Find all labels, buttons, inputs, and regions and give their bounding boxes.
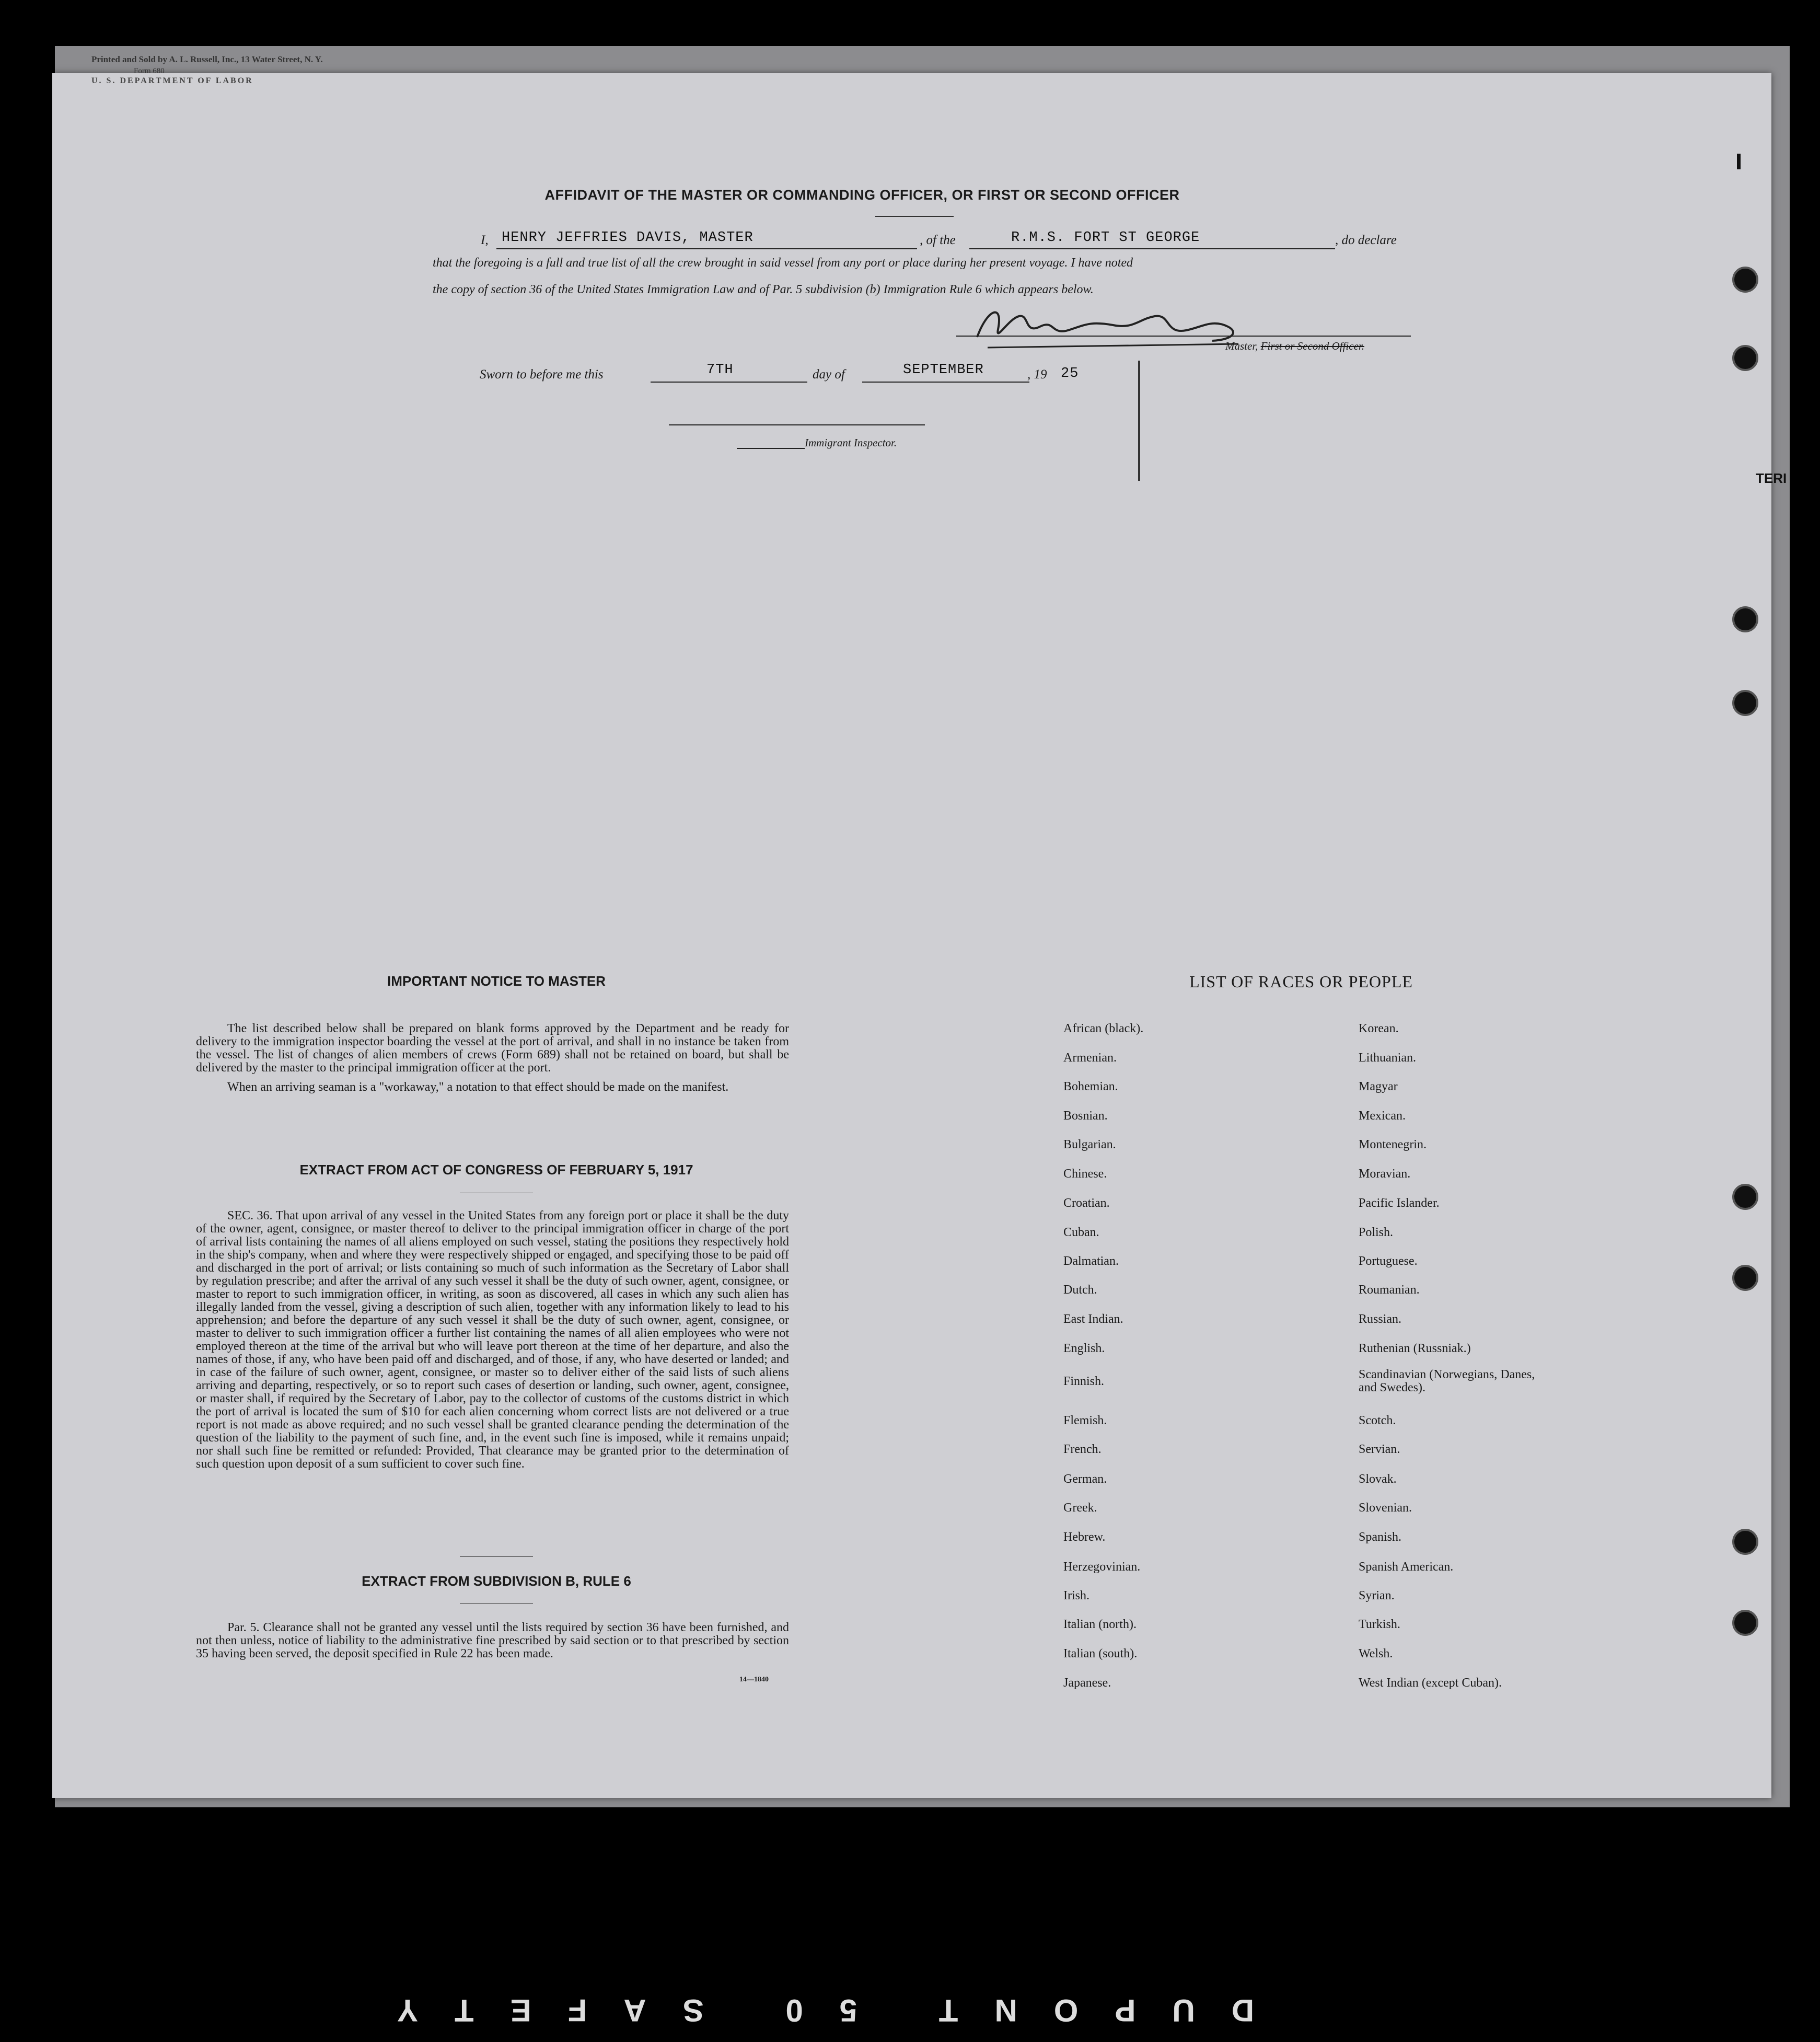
race-right-item: Syrian. [1359, 1589, 1395, 1602]
margin-tick [1737, 154, 1741, 169]
act-extract-title: EXTRACT FROM ACT OF CONGRESS OF FEBRUARY 5, 1917 [299, 1162, 693, 1178]
race-right-item: Mexican. [1359, 1109, 1406, 1123]
race-right-item: Ruthenian (Russniak.) [1359, 1342, 1471, 1355]
notice-title: IMPORTANT NOTICE TO MASTER [387, 973, 606, 989]
signature-caption [1225, 340, 1364, 353]
race-left-item: East Indian. [1063, 1312, 1123, 1326]
binder-hole [1732, 345, 1758, 371]
race-right-item: Magyar [1359, 1080, 1398, 1093]
race-left-item: English. [1063, 1342, 1105, 1355]
inspector-short-line [737, 447, 805, 449]
race-left-item: Italian (north). [1063, 1618, 1137, 1631]
race-right-item: Turkish. [1359, 1618, 1400, 1631]
affidavit-title: AFFIDAVIT OF THE MASTER OR COMMANDING OFFICER, OR FIRST OR SECOND OFFICER [544, 187, 1180, 203]
affidavit-line-2: that the foregoing is a full and true list of all the crew brought in said vessel from any port or place during her present voyage. I have noted [433, 256, 1133, 270]
race-left-item: Armenian. [1063, 1051, 1117, 1065]
print-code: 14—1840 [739, 1676, 769, 1683]
race-right-item: Roumanian. [1359, 1283, 1420, 1297]
race-right-item: Welsh. [1359, 1647, 1393, 1660]
notice-paragraph-1: The list described below shall be prepared on blank forms approved by the Department and be ready for delivery to the immigration inspector boarding the vessel at the port of arrival, and shall in no instance be taken from the vessel. The list of changes of alien members of crews (Form 689) shall not be retained on board, but shall be delivered by the master to the principal immigration officer at the port. [196, 1022, 789, 1075]
sworn-label: Sworn to before me this [480, 367, 604, 382]
races-title: LIST OF RACES OR PEOPLE [1189, 972, 1413, 991]
affidavit-line-3: the copy of section 36 of the United States Immigration Law and of Par. 5 subdivision (b) Immigration Rule 6 which appears below. [433, 283, 1094, 296]
title-divider [875, 216, 954, 217]
race-left-item: Italian (south). [1063, 1647, 1138, 1660]
race-right-item: Scotch. [1359, 1414, 1396, 1427]
binder-hole [1732, 267, 1758, 293]
race-right-item: Moravian. [1359, 1167, 1411, 1181]
rule-extract-body [196, 1621, 789, 1660]
notice-paragraph-2: When an arriving seaman is a "workaway," a notation to that effect should be made on the manifest. [227, 1080, 729, 1094]
margin-mark: TERI [1756, 470, 1787, 486]
race-right-item: Russian. [1359, 1312, 1402, 1326]
binder-hole [1732, 690, 1758, 716]
race-left-item: Croatian. [1063, 1196, 1110, 1210]
department-line: U. S. DEPARTMENT OF LABOR [91, 76, 253, 85]
races-list [1063, 1022, 1586, 1701]
film-edge-text: DUPONT 50 SAFETY [361, 1993, 1255, 2028]
race-left-item: Bulgarian. [1063, 1138, 1116, 1151]
race-left-item: Dalmatian. [1063, 1254, 1119, 1268]
race-left-item: Finnish. [1063, 1375, 1105, 1388]
race-right-item: Spanish. [1359, 1530, 1402, 1544]
race-left-item: French. [1063, 1443, 1102, 1456]
binder-hole [1732, 1184, 1758, 1210]
race-right-item: Polish. [1359, 1226, 1394, 1239]
race-left-item: Bohemian. [1063, 1080, 1118, 1093]
year-prefix: , 19 [1027, 367, 1047, 382]
race-left-item: Japanese. [1063, 1676, 1111, 1690]
race-left-item: Hebrew. [1063, 1530, 1106, 1544]
binder-hole [1732, 1529, 1758, 1555]
caption-struck: First or Second Officer. [1260, 340, 1364, 352]
of-the-label: , of the [920, 233, 956, 247]
master-signature [967, 298, 1249, 355]
section-36-text: SEC. 36. That upon arrival of any vessel in the United States from any foreign port or place it shall be the duty of the owner, agent, consignee, or master thereof to deliver to the principal immigration officer in charge of the port of arrival lists containing the names of all aliens employed on such vessel, stating the positions they respectively hold in the ship's company, when and where they were respectively shipped or engaged, and specifying those to be paid off and discharged in the port of arrival; or lists containing so much of such information as the Secretary of Labor shall by regulation prescribe; and after the arrival of any such vessel it shall be the duty of such owner, agent, consignee, or master to report to such immigration officer, in writing, as soon as discovered, all cases in which any such alien has illegally landed from the vessel, giving a description of such alien, together with any information likely to lead to his apprehension; and before the departure of any such vessel it shall be the duty of such owner, agent, consignee, or master to deliver to such immigration officer a further list containing the names of all alien employees who were not employed thereon at the time of the arrival but who will leave port thereon at the time of her departure, and also the names of those, if any, who have been paid off and discharged, and of those, if any, who have deserted or landed; and in case of the failure of such owner, agent, consignee, or master so to deliver either of the said lists of such aliens arriving and departing, respectively, or so to report such cases of desertion or landing, such owner, agent, consignee, or master shall, if required by the Secretary of Labor, pay to the collector of customs of the customs district in which the port of arrival is located the sum of $10 for each alien concerning whom correct lists are not delivered or a true report is not made as above required; and no such vessel shall be granted clearance pending the determination of the question of the liability to the payment of such fine, and, in the event such fine is imposed, while it remains unpaid; nor shall such fine be remitted or refunded: Provided, That clearance may be granted prior to the determination of such question upon deposit of a sum sufficient to cover such fine. [196, 1209, 789, 1471]
rule-divider-bottom [460, 1603, 533, 1604]
race-left-item: Herzegovinian. [1063, 1560, 1141, 1574]
binder-hole [1732, 1265, 1758, 1291]
pen-mark [1138, 361, 1140, 481]
rule-divider-top [460, 1556, 533, 1557]
race-left-item: Greek. [1063, 1501, 1097, 1515]
race-right-item: Lithuanian. [1359, 1051, 1416, 1065]
race-left-item: Bosnian. [1063, 1109, 1108, 1123]
race-right-item: Pacific Islander. [1359, 1196, 1440, 1210]
binder-hole [1732, 606, 1758, 632]
race-right-item: Korean. [1359, 1022, 1399, 1035]
race-left-item: Cuban. [1063, 1226, 1099, 1239]
signature-line [956, 334, 1411, 337]
day-value: 7TH [706, 362, 734, 378]
race-right-item: Scandinavian (Norwegians, Danes, and Swedes). [1359, 1368, 1535, 1394]
act-extract-body [196, 1209, 789, 1471]
race-left-item: Dutch. [1063, 1283, 1097, 1297]
printer-line: Printed and Sold by A. L. Russell, Inc., 13 Water Street, N. Y. [91, 54, 323, 64]
race-left-item: Irish. [1063, 1589, 1089, 1602]
rule-extract-title: EXTRACT FROM SUBDIVISION B, RULE 6 [362, 1573, 631, 1589]
race-right-item: Servian. [1359, 1443, 1400, 1456]
day-of-label: day of [813, 367, 845, 382]
inspector-signature-line [669, 423, 925, 425]
race-right-item: West Indian (except Cuban). [1359, 1676, 1502, 1690]
vessel-name: R.M.S. FORT ST GEORGE [1011, 230, 1200, 246]
race-right-item: Portuguese. [1359, 1254, 1418, 1268]
affidavit-pronoun: I, [481, 233, 489, 247]
race-left-item: German. [1063, 1472, 1107, 1486]
caption-master: Master, [1225, 340, 1258, 352]
race-left-item: Flemish. [1063, 1414, 1107, 1427]
par-5-text: Par. 5. Clearance shall not be granted any vessel until the lists required by section 36 have been furnished, and not then unless, notice of liability to the administrative fine prescribed by said section or to that prescribed by section 35 having been served, the deposit specified in Rule 22 has been made. [196, 1621, 789, 1660]
race-right-item: Montenegrin. [1359, 1138, 1427, 1151]
race-right-item: Slovenian. [1359, 1501, 1412, 1515]
notice-body [196, 1022, 789, 1094]
year-value: 25 [1061, 366, 1079, 382]
binder-hole [1732, 1610, 1758, 1636]
race-right-item: Spanish American. [1359, 1560, 1454, 1574]
race-left-item: Chinese. [1063, 1167, 1107, 1181]
inspector-label: Immigrant Inspector. [805, 436, 897, 449]
do-declare-label: , do declare [1335, 233, 1397, 247]
race-left-item: African (black). [1063, 1022, 1144, 1035]
race-right-item: Slovak. [1359, 1472, 1397, 1486]
form-number: Form 680 [134, 67, 165, 75]
master-name: HENRY JEFFRIES DAVIS, MASTER [502, 230, 753, 246]
month-value: SEPTEMBER [903, 362, 984, 378]
